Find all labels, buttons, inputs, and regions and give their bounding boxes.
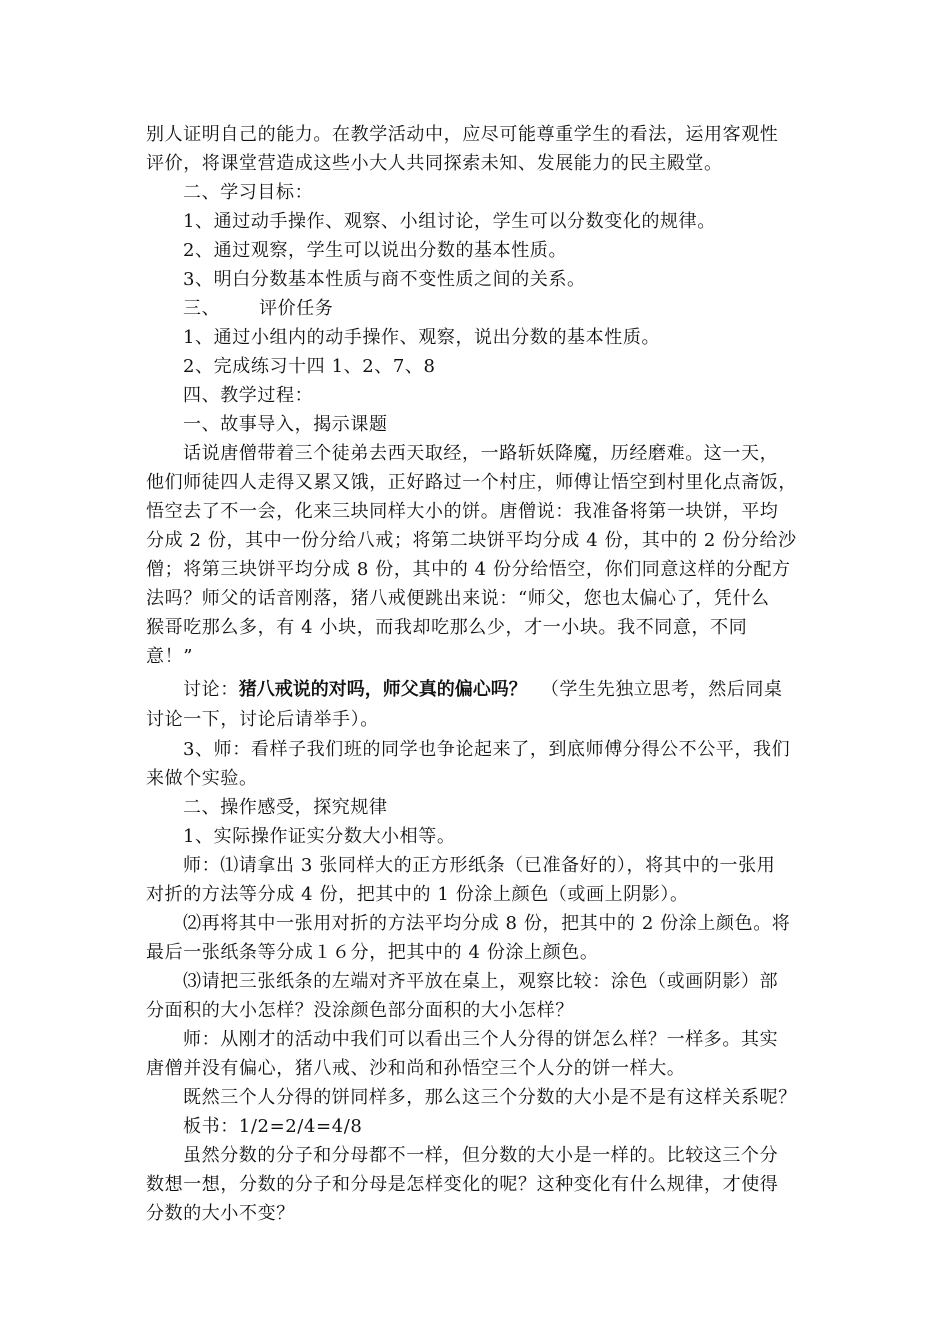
text-line: 3、明白分数基本性质与商不变性质之间的关系。	[183, 269, 586, 290]
section-heading: 评价任务	[259, 298, 334, 319]
text-line: 数想一想，分数的分子和分母是怎样变化的呢？这种变化有什么规律，才使得	[146, 1174, 779, 1195]
text-line: 师：⑴请拿出 3 张同样大的正方形纸条（已准备好的），将其中的一张用	[183, 855, 776, 876]
section-heading: 二、操作感受，探究规律	[183, 797, 388, 818]
text-line: 讨论一下，讨论后请举手）。	[146, 709, 379, 730]
text-line: ⑵再将其中一张用对折的方法平均分成 8 份，把其中的 2 份涂上颜色。将	[183, 913, 791, 934]
discussion-question: 猪八戒说的对吗，师父真的偏心吗？	[238, 679, 527, 700]
text-line: 僧；将第三块饼平均分成 8 份，其中的 4 份分给悟空，你们同意这样的分配方	[146, 559, 791, 580]
section-heading: 二、学习目标：	[183, 182, 314, 203]
text-line: 意！”	[146, 646, 194, 667]
text-line: 分成 2 份，其中一份分给八戒；将第二块饼平均分成 4 份，其中的 2 份分给沙	[146, 530, 797, 551]
text-line: ⑶请把三张纸条的左端对齐平放在桌上，观察比较：涂色（或画阴影）部	[183, 971, 779, 992]
section-number: 三、	[183, 298, 221, 319]
discussion-line	[183, 678, 783, 702]
text-line: 师：从刚才的活动中我们可以看出三个人分得的饼怎么样？一样多。其实	[183, 1029, 779, 1050]
text-line: 1、实际操作证实分数大小相等。	[183, 826, 456, 847]
text-line: 既然三个人分得的饼同样多，那么这三个分数的大小是不是有这样关系呢？	[183, 1087, 797, 1108]
text-line: 他们师徒四人走得又累又饿，正好路过一个村庄，师傅让悟空到村里化点斋饭，	[146, 472, 797, 493]
discussion-label: 讨论：	[183, 679, 239, 700]
text-line: 虽然分数的分子和分母都不一样，但分数的大小是一样的。比较这三个分	[183, 1145, 779, 1166]
text-line: 分面积的大小怎样？没涂颜色部分面积的大小怎样？	[146, 1000, 574, 1021]
section-heading: 四、教学过程：	[183, 385, 314, 406]
text-line: 来做个实验。	[146, 768, 258, 789]
text-line: 最后一张纸条等分成１６分，把其中的 4 份涂上颜色。	[146, 942, 599, 963]
text-line: 别人证明自己的能力。在教学活动中，应尽可能尊重学生的看法，运用客观性	[146, 124, 779, 145]
text-line: 1、通过小组内的动手操作、观察，说出分数的基本性质。	[183, 327, 661, 348]
text-line: 法吗？师父的话音刚落，猪八戒便跳出来说：“师父，您也太偏心了，凭什么	[146, 588, 770, 609]
text-line: 2、完成练习十四 1、2、7、8	[183, 356, 436, 377]
text-line: 话说唐僧带着三个徒弟去西天取经，一路斩妖降魔，历经磨难。这一天，	[183, 443, 779, 464]
text-line: 3、师：看样子我们班的同学也争论起来了，到底师傅分得公不公平，我们	[183, 739, 791, 760]
section-heading: 一、故事导入，揭示课题	[183, 414, 388, 435]
text-line: 分数的大小不变？	[146, 1203, 295, 1224]
text-line: 评价，将课堂营造成这些小大人共同探索未知、发展能力的民主殿堂。	[146, 153, 723, 174]
text-line: 唐僧并没有偏心，猪八戒、沙和尚和孙悟空三个人分的饼一样大。	[146, 1058, 686, 1079]
text-line: 对折的方法等分成 4 份，把其中的 1 份涂上颜色（或画上阴影）。	[146, 884, 689, 905]
text-line: 猴哥吃那么多，有 4 小块，而我却吃那么少，才一小块。我不同意，不同	[146, 617, 748, 638]
text-line: 2、通过观察，学生可以说出分数的基本性质。	[183, 240, 568, 261]
text-line: 悟空去了不一会，化来三块同样大小的饼。唐僧说：我准备将第一块饼，平均	[146, 501, 779, 522]
discussion-note: （学生先独立思考，然后同桌	[540, 679, 783, 700]
board-writing: 板书：1/2=2/4=4/8	[183, 1116, 363, 1137]
text-line: 1、通过动手操作、观察、小组讨论，学生可以分数变化的规律。	[183, 211, 716, 232]
